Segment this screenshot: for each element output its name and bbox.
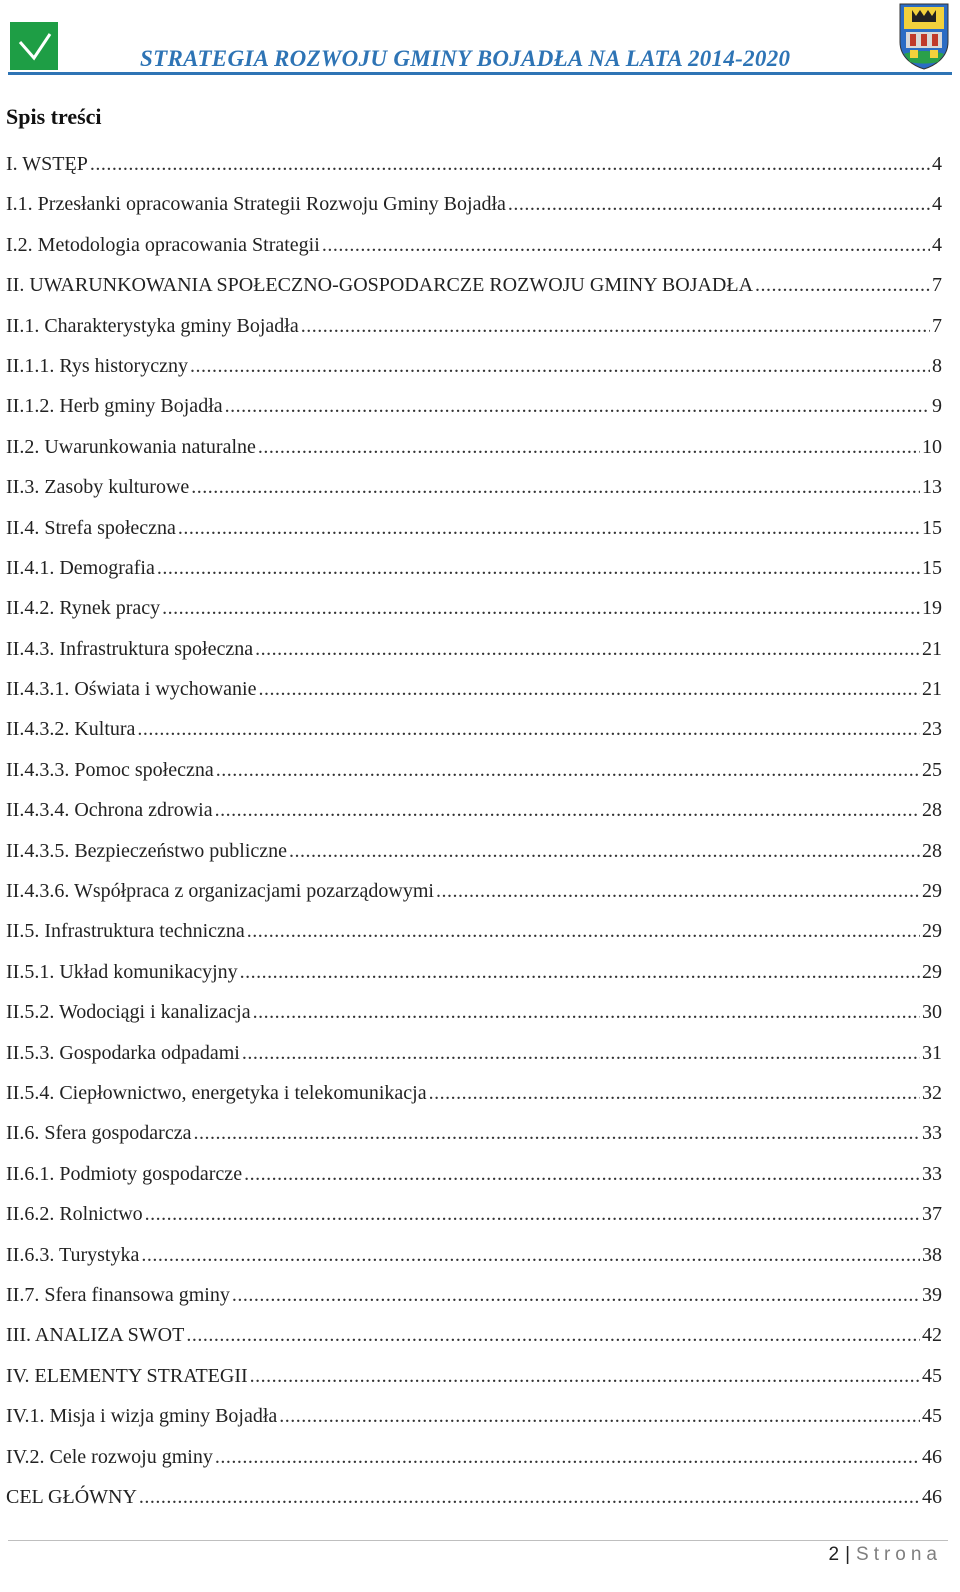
toc-entry-page: 25 xyxy=(922,758,942,781)
toc-entry-page: 32 xyxy=(922,1081,942,1104)
toc-dot-leader xyxy=(186,1324,920,1347)
toc-entry-label: II.1.2. Herb gminy Bojadła xyxy=(6,395,223,418)
toc-entry[interactable] xyxy=(6,840,942,880)
toc-dot-leader xyxy=(279,1405,920,1428)
header-divider xyxy=(8,72,952,75)
toc-entry-label: II.5.3. Gospodarka odpadami xyxy=(6,1041,240,1064)
toc-entry[interactable] xyxy=(6,315,942,355)
toc-dot-leader xyxy=(215,1446,920,1469)
toc-entry-label: II.5.1. Układ komunikacyjny xyxy=(6,960,238,983)
toc-entry[interactable] xyxy=(6,1122,942,1162)
toc-entry-page: 10 xyxy=(922,435,942,458)
toc-dot-leader xyxy=(253,1001,920,1024)
toc-dot-leader xyxy=(90,153,930,176)
toc-entry-label: II.4.3.4. Ochrona zdrowia xyxy=(6,799,213,822)
toc-entry-label: II.4.1. Demografia xyxy=(6,556,155,579)
toc-entry-page: 29 xyxy=(922,960,942,983)
toc-entry-page: 7 xyxy=(932,274,942,297)
toc-dot-leader xyxy=(258,436,920,459)
toc-dot-leader xyxy=(178,517,920,540)
toc-entry-label: II.4.3.6. Współpraca z organizacjami pozarządowymi xyxy=(6,880,434,903)
coat-of-arms-icon xyxy=(898,2,950,70)
toc-entry[interactable] xyxy=(6,920,942,960)
toc-dot-leader xyxy=(242,1042,920,1065)
toc-entry-label: II.1. Charakterystyka gminy Bojadła xyxy=(6,314,299,337)
toc-dot-leader xyxy=(193,1122,920,1145)
toc-entry-label: II.1.1. Rys historyczny xyxy=(6,354,188,377)
toc-dot-leader xyxy=(755,274,930,297)
toc-entry-label: II.2. Uwarunkowania naturalne xyxy=(6,435,256,458)
toc-entry-page: 8 xyxy=(932,354,942,377)
toc-dot-leader xyxy=(508,193,930,216)
toc-entry[interactable] xyxy=(6,1203,942,1243)
toc-entry-label: I. WSTĘP xyxy=(6,153,88,175)
toc-entry[interactable] xyxy=(6,597,942,637)
toc-entry[interactable] xyxy=(6,1082,942,1122)
toc-entry-page: 15 xyxy=(922,516,942,539)
toc-entry-label: II.4. Strefa społeczna xyxy=(6,516,176,539)
toc-entry[interactable] xyxy=(6,1486,942,1526)
toc-entry-label: II.3. Zasoby kulturowe xyxy=(6,476,190,499)
toc-entry[interactable] xyxy=(6,1163,942,1203)
toc-entry-label: I.2. Metodologia opracowania Strategii xyxy=(6,233,320,256)
toc-entry-page: 7 xyxy=(932,314,942,337)
toc-dot-leader xyxy=(190,355,930,378)
toc-dot-leader xyxy=(255,638,920,661)
toc-entry[interactable] xyxy=(6,1324,942,1364)
toc-entry-label: II.5. Infrastruktura techniczna xyxy=(6,920,245,943)
toc-dot-leader xyxy=(244,1163,920,1186)
toc-entry-label: II.4.3.3. Pomoc społeczna xyxy=(6,758,214,781)
toc-entry-label: III. ANALIZA SWOT xyxy=(6,1324,185,1347)
toc-dot-leader xyxy=(139,1486,920,1509)
toc-entry[interactable] xyxy=(6,274,942,314)
toc-entry-label: II.6.3. Turystyka xyxy=(6,1243,140,1266)
page-footer xyxy=(829,1544,943,1566)
toc-entry-page: 45 xyxy=(922,1405,942,1428)
toc-entry[interactable] xyxy=(6,193,942,233)
toc-entry[interactable] xyxy=(6,153,942,193)
toc-entry-page: 4 xyxy=(932,153,942,175)
toc-dot-leader xyxy=(225,395,930,418)
page-header xyxy=(8,0,952,76)
toc-title: Spis treści xyxy=(6,104,102,129)
toc-entry-label: II.6. Sfera gospodarcza xyxy=(6,1122,192,1145)
toc-dot-leader xyxy=(232,1284,920,1307)
toc-entry[interactable] xyxy=(6,1244,942,1284)
toc-entry-page: 23 xyxy=(922,718,942,741)
toc-entry[interactable] xyxy=(6,638,942,678)
footer-divider xyxy=(8,1540,948,1541)
toc-entry-label: II.4.3.2. Kultura xyxy=(6,718,136,741)
footer-separator: | xyxy=(845,1544,851,1565)
toc-dot-leader xyxy=(250,1365,920,1388)
toc-entry[interactable] xyxy=(6,517,942,557)
toc-dot-leader xyxy=(141,1244,920,1267)
toc-entry[interactable] xyxy=(6,1365,942,1405)
toc-entry[interactable] xyxy=(6,355,942,395)
toc-entry-label: II.7. Sfera finansowa gminy xyxy=(6,1283,230,1306)
toc-dot-leader xyxy=(322,234,930,257)
toc-entry[interactable] xyxy=(6,1001,942,1041)
toc-entry[interactable] xyxy=(6,1042,942,1082)
toc-entry-label: II.5.4. Ciepłownictwo, energetyka i telekomunikacja xyxy=(6,1081,427,1104)
toc-entry-label: IV.2. Cele rozwoju gminy xyxy=(6,1445,213,1468)
toc-entry[interactable] xyxy=(6,1405,942,1445)
toc-entry-page: 30 xyxy=(922,1001,942,1024)
toc-entry-label: IV.1. Misja i wizja gminy Bojadła xyxy=(6,1405,278,1428)
toc-dot-leader xyxy=(301,315,930,338)
toc-entry-page: 39 xyxy=(922,1283,942,1306)
toc-entry[interactable] xyxy=(6,1446,942,1486)
toc-entry-label: I.1. Przesłanki opracowania Strategii Rozwoju Gminy Bojadła xyxy=(6,193,506,216)
toc-entry[interactable] xyxy=(6,678,942,718)
toc-entry-page: 4 xyxy=(932,233,942,256)
toc-entry-page: 46 xyxy=(922,1485,942,1508)
toc-entry-label: II.6.1. Podmioty gospodarcze xyxy=(6,1162,243,1185)
document-title: STRATEGIA ROZWOJU GMINY BOJADŁA NA LATA 2014-2020 xyxy=(140,46,791,71)
toc-entry[interactable] xyxy=(6,961,942,1001)
toc-entry-page: 15 xyxy=(922,556,942,579)
toc-dot-leader xyxy=(289,840,920,863)
toc-entry-page: 31 xyxy=(922,1041,942,1064)
toc-dot-leader xyxy=(247,920,920,943)
toc-entry[interactable] xyxy=(6,395,942,435)
toc-dot-leader xyxy=(137,718,920,741)
toc-dot-leader xyxy=(191,476,920,499)
toc-entry-page: 21 xyxy=(922,678,942,701)
toc-entry-page: 45 xyxy=(922,1364,942,1387)
toc-entry[interactable] xyxy=(6,436,942,476)
toc-entry-page: 33 xyxy=(922,1162,942,1185)
toc-entry-page: 19 xyxy=(922,597,942,620)
toc-entry-label: II. UWARUNKOWANIA SPOŁECZNO-GOSPODARCZE ROZWOJU GMINY BOJADŁA xyxy=(6,274,754,297)
toc-dot-leader xyxy=(216,759,920,782)
page-number: 2 xyxy=(828,1544,840,1565)
toc-entry-label: IV. ELEMENTY STRATEGII xyxy=(6,1364,248,1387)
toc-dot-leader xyxy=(157,557,920,580)
green-checkmark-logo-icon xyxy=(10,22,58,70)
toc-entry[interactable] xyxy=(6,880,942,920)
toc-entry-page: 28 xyxy=(922,799,942,822)
toc-entry-page: 29 xyxy=(922,920,942,943)
toc-entry-page: 4 xyxy=(932,193,942,216)
toc-dot-leader xyxy=(429,1082,920,1105)
toc-dot-leader xyxy=(162,597,920,620)
toc-dot-leader xyxy=(145,1203,920,1226)
toc-dot-leader xyxy=(240,961,920,984)
toc-entry-page: 46 xyxy=(922,1445,942,1468)
toc-entry-page: 42 xyxy=(922,1324,942,1347)
toc-entry[interactable] xyxy=(6,557,942,597)
toc-entry-label: II.6.2. Rolnictwo xyxy=(6,1203,143,1226)
toc-entry[interactable] xyxy=(6,759,942,799)
toc-entry[interactable] xyxy=(6,1284,942,1324)
toc-entry-page: 28 xyxy=(922,839,942,862)
toc-entry[interactable] xyxy=(6,234,942,274)
toc-dot-leader xyxy=(436,880,920,903)
toc-entry-page: 37 xyxy=(922,1203,942,1226)
toc-entry-page: 21 xyxy=(922,637,942,660)
table-of-contents xyxy=(6,153,942,1526)
toc-entry-label: CEL GŁÓWNY xyxy=(6,1485,137,1508)
toc-entry-page: 13 xyxy=(922,476,942,499)
page-label: Strona xyxy=(856,1544,942,1565)
toc-entry-label: II.5.2. Wodociągi i kanalizacja xyxy=(6,1001,251,1024)
toc-entry[interactable] xyxy=(6,476,942,516)
toc-entry-label: II.4.2. Rynek pracy xyxy=(6,597,161,620)
toc-entry-page: 33 xyxy=(922,1122,942,1145)
toc-entry-page: 29 xyxy=(922,880,942,903)
toc-entry-label: II.4.3.5. Bezpieczeństwo publiczne xyxy=(6,839,288,862)
toc-entry[interactable] xyxy=(6,718,942,758)
toc-entry-label: II.4.3.1. Oświata i wychowanie xyxy=(6,678,257,701)
toc-dot-leader xyxy=(259,678,921,701)
toc-entry-label: II.4.3. Infrastruktura społeczna xyxy=(6,637,254,660)
toc-entry-page: 38 xyxy=(922,1243,942,1266)
toc-dot-leader xyxy=(215,799,920,822)
toc-entry[interactable] xyxy=(6,799,942,839)
toc-entry-page: 9 xyxy=(932,395,942,418)
